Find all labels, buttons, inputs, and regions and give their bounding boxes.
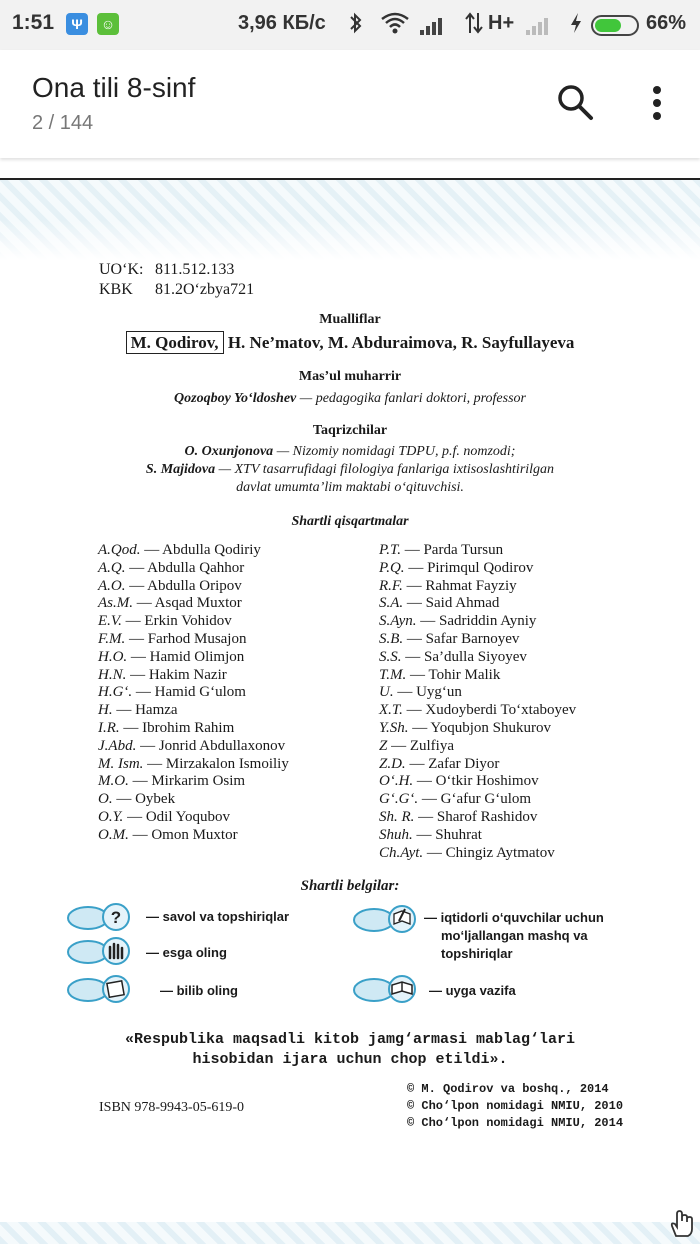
abbreviation-meaning: — Shuhrat [412,826,482,843]
abbreviation-row [98,560,289,578]
abbreviations-label: Shartli qisqartmalar [291,514,409,529]
abbreviation-meaning: — Said Ahmad [403,595,500,612]
abbreviation-row [98,578,289,596]
abbreviations-left [98,542,289,845]
editor-label: Mas’ul muharrir [298,369,402,384]
udk-label: UO‘K: [99,261,144,278]
abbreviation-row [379,756,576,774]
abbreviation-code: Y.Sh. [379,719,409,736]
abbreviation-meaning: — Mirkarim Osim [128,773,246,790]
abbreviation-code: I.R. [98,719,120,736]
abbreviation-code: S.B. [379,630,404,647]
copyright-block [407,1081,623,1132]
abbreviation-meaning: — Jonrid Abdullaxonov [136,737,286,754]
notebook-icon [66,974,132,1006]
abbreviation-meaning: — Safar Barnoyev [403,630,520,647]
abbreviation-row [379,542,576,560]
abbreviation-row [98,684,289,702]
reviewer-2-desc-2: davlat umumta’lim maktabi o‘qituvchisi. [236,480,464,495]
abbreviation-row [379,738,576,756]
copyright-line-2: © Cho‘lpon nomidagi NMIU, 2010 [407,1099,624,1113]
reviewer-1-desc: — Nizomiy nomidagi TDPU, p.f. nomzodi; [273,444,516,459]
status-time: 1:51 [12,11,55,34]
abbreviation-row [379,791,576,809]
search-icon[interactable] [553,80,597,124]
abbreviation-row [98,773,289,791]
abbreviation-row [379,773,576,791]
abbreviation-code: H. [98,702,113,719]
legend-text-gifted-3: topshiriqlar [441,946,513,961]
abbreviation-code: G‘.G‘. [379,791,419,808]
abbreviation-meaning: — Ibrohim Rahim [119,719,235,736]
wifi-icon [380,11,410,35]
abbreviation-code: R.F. [379,577,403,594]
editor-name: Qozoqboy Yo‘ldoshev [174,391,297,406]
app-bar [0,50,700,158]
legend-item-recall [66,936,326,970]
abbreviation-meaning: — Abdulla Oripov [125,577,242,594]
abbreviation-meaning: — Hakim Nazir [126,666,227,683]
abbreviation-row [98,791,289,809]
abbreviation-meaning: — Pirimqul Qodirov [404,559,534,576]
abbreviation-code: M. Ism. [98,755,144,772]
abbreviation-code: X.T. [379,702,403,719]
abbreviation-code: H.O. [98,648,128,665]
abbreviation-code: Z.D. [379,755,406,772]
abbreviation-meaning: — Rahmat Fayziy [402,577,517,594]
abbreviation-code: A.Q. [98,559,126,576]
abbreviation-row [379,845,576,863]
abbreviation-row [98,613,289,631]
abbreviation-row [379,827,576,845]
reviewer-1 [0,444,700,460]
abbreviation-row [379,649,576,667]
data-transfer-icon [464,11,484,35]
abbreviation-code: S.Ayn. [379,613,417,630]
abbreviation-meaning: — Yoqubjon Shukurov [408,719,551,736]
network-type: H+ [488,12,515,34]
abbreviation-code: O.Y. [98,808,124,825]
abbreviation-meaning: — Parda Tursun [400,542,504,558]
editor-line [0,391,700,407]
abbreviation-meaning: — Zulfiya [387,737,454,754]
abbreviation-meaning: — Farhod Musajon [125,630,247,647]
legend-text-gifted-1: — iqtidorli o‘quvchilar uchun [424,910,604,925]
abbreviation-meaning: — Erkin Vohidov [121,613,232,630]
abbreviation-meaning: — Sharof Rashidov [414,808,538,825]
abbreviation-row [98,720,289,738]
abbreviation-code: H.G‘. [98,684,133,701]
signal-icon [420,15,448,35]
author-boxed: M. Qodirov, [126,331,224,354]
abbreviation-meaning: — Mirzakalon Ismoiliy [143,755,289,772]
abbreviation-meaning: — Sadriddin Ayniy [416,613,537,630]
reviewer-2-name: S. Majidova [145,462,216,477]
abbreviation-meaning: — Hamid Olimjon [127,648,245,665]
abbreviation-meaning: — O‘tkir Hoshimov [413,773,539,790]
abbreviation-meaning: — Hamid G‘ulom [132,684,246,701]
abbreviation-meaning: — Abdulla Qodiriy [140,542,261,558]
legend-item-gifted [352,904,652,964]
abbreviation-row [379,578,576,596]
abbreviation-code: S.A. [379,595,404,612]
svg-text:?: ? [110,908,122,927]
abbreviation-code: A.Qod. [98,542,141,558]
book-pen-icon [352,904,418,936]
abbreviation-row [98,738,289,756]
reviewer-2 [0,462,700,478]
status-bar [0,0,700,50]
abbreviation-code: A.O. [98,577,126,594]
abbreviation-code: S.S. [379,648,402,665]
abbreviation-row [98,667,289,685]
abbreviation-meaning: — Sa’dulla Siyoyev [401,648,527,665]
abbreviation-row [98,542,289,560]
open-book-icon [352,974,418,1006]
abbreviation-row [379,595,576,613]
reviewer-2-desc: — XTV tasarrufidagi filologiya fanlariga ixtisoslashtirilgan [215,462,555,477]
abbreviation-row [379,702,576,720]
abbreviation-row [379,613,576,631]
abbreviation-meaning: — G‘afur G‘ulom [418,791,532,808]
udk-value: 811.512.133 [155,261,235,278]
abbreviation-row [379,631,576,649]
abbreviation-code: P.Q. [379,559,405,576]
abbreviation-meaning: — Xudoyberdi To‘xtaboyev [402,702,577,719]
grant-line-2: hisobidan ijara uchun chop etildi». [192,1051,508,1068]
abbreviation-code: O.M. [98,826,129,843]
abbreviation-meaning: — Tohir Malik [406,666,501,683]
abbreviation-code: O. [98,791,113,808]
grant-note [0,1030,700,1070]
abbreviation-row [379,560,576,578]
charging-icon [569,11,583,35]
legend-label: Shartli belgilar: [300,878,400,894]
legend-text-homework: — uyga vazifa [429,983,516,998]
document-page[interactable] [0,178,700,1244]
editor-desc: — pedagogika fanlari doktori, professor [296,391,526,406]
abbreviation-meaning: — Uyg‘un [393,684,462,701]
abbreviation-row [98,702,289,720]
document-title: Ona tili 8-sinf [32,72,196,103]
abbreviation-row [98,809,289,827]
more-vert-icon[interactable] [640,80,674,124]
reviewers-label: Taqrizchilar [312,423,388,438]
classification-codes [99,260,254,300]
abbreviation-row [98,827,289,845]
battery-icon [591,15,639,36]
net-speed: 3,96 КБ/с [238,12,326,34]
legend-item-learn [66,974,326,1008]
abbreviation-meaning: — Zafar Diyor [405,755,500,772]
abbreviation-row [379,684,576,702]
abbreviation-code: U. [379,684,394,701]
abbreviation-row [379,667,576,685]
abbreviation-meaning: — Odil Yoqubov [123,808,231,825]
signal-weak-icon [526,15,554,35]
abbreviation-code: E.V. [98,613,122,630]
legend-text-gifted-2: mo‘ljallangan mashq va [441,928,588,943]
reviewer-1-name: O. Oxunjonova [184,444,274,459]
abbreviation-code: Shuh. [379,826,413,843]
page-indicator: 2 / 144 [32,112,94,134]
legend-text-recall: — esga oling [146,945,227,960]
abbreviation-row [98,595,289,613]
kbk-value: 81.2O‘zbya721 [155,281,255,298]
legend-item-homework [352,974,612,1008]
abbreviation-row [98,649,289,667]
grant-line-1: «Respublika maqsadli kitob jamg‘armasi mablag‘lari [124,1031,576,1048]
battery-level: 66% [646,12,687,34]
android-icon: ☺ [97,13,119,35]
authors-rest: H. Ne’matov, M. Abduraimova, R. Sayfullayeva [227,333,575,352]
copyright-line-1: © M. Qodirov va boshq., 2014 [407,1082,609,1096]
copyright-line-3: © Cho‘lpon nomidagi NMIU, 2014 [407,1116,624,1130]
hand-icon [66,936,132,968]
abbreviation-code: T.M. [379,666,407,683]
touch-hand-icon [668,1208,696,1238]
isbn: ISBN 978-9943-05-619-0 [99,1100,245,1115]
legend-text-learn: — bilib oling [160,983,238,998]
abbreviation-code: O‘.H. [379,773,414,790]
kbk-label: KBK [99,281,133,298]
ornament-banner [0,180,700,260]
usb-icon: Ψ [66,13,88,35]
abbreviation-meaning: — Asqad Muxtor [133,595,242,612]
legend-item-question [66,902,326,936]
abbreviation-meaning: — Abdulla Qahhor [125,559,245,576]
abbreviation-code: H.N. [98,666,127,683]
abbreviations-right [379,542,576,862]
abbreviation-meaning: — Oybek [112,791,176,808]
abbreviation-code: F.M. [98,630,126,647]
abbreviation-code: M.O. [98,773,129,790]
abbreviation-code: As.M. [98,595,133,612]
abbreviation-code: Sh. R. [379,808,415,825]
abbreviation-code: J.Abd. [98,737,137,754]
abbreviation-meaning: — Chingiz Aytmatov [423,844,555,861]
authors-line [0,333,700,353]
abbreviation-row [379,720,576,738]
abbreviation-meaning: — Hamza [112,702,178,719]
abbreviation-code: Z [379,737,388,754]
ornament-footer [0,1222,700,1244]
bluetooth-icon [348,11,364,35]
abbreviation-code: P.T. [379,542,401,558]
abbreviation-row [379,809,576,827]
abbreviation-row [98,631,289,649]
legend-text-question: — savol va topshiriqlar [146,909,290,924]
authors-label: Mualliflar [319,312,381,327]
abbreviation-code: Ch.Ayt. [379,844,424,861]
question-icon [66,902,132,934]
abbreviation-row [98,756,289,774]
abbreviation-meaning: — Omon Muxtor [128,826,238,843]
